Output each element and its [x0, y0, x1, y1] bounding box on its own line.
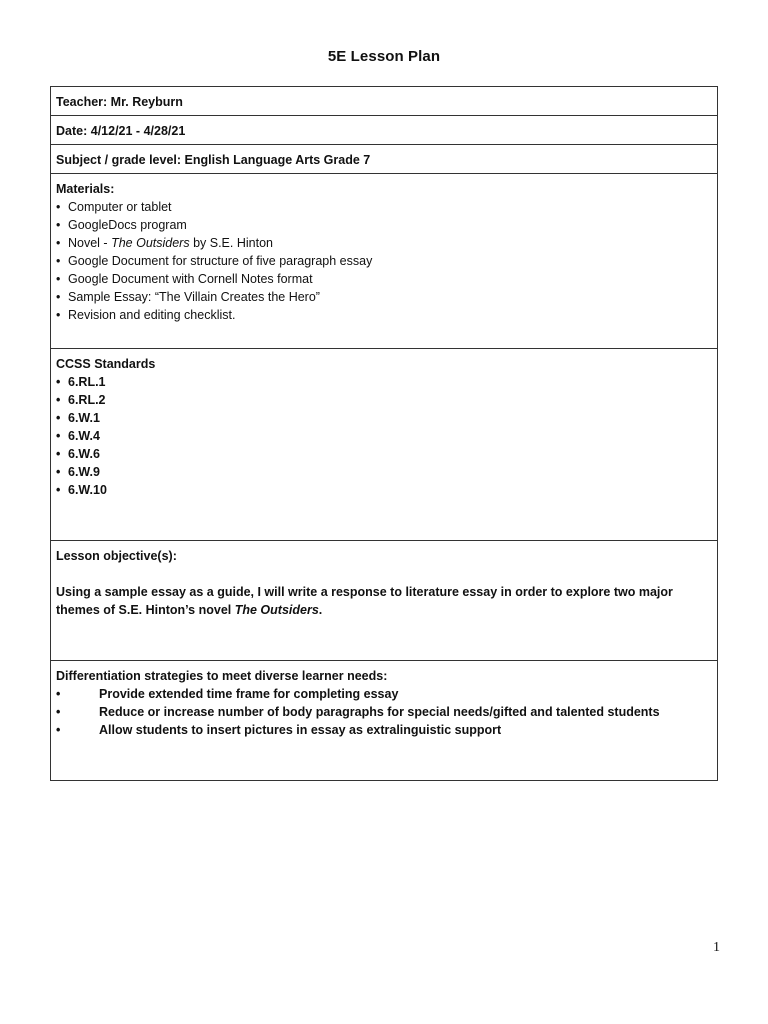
date-label: Date:: [56, 124, 88, 138]
subject-cell: [51, 145, 718, 174]
list-item-text: Computer or tablet: [68, 200, 172, 214]
list-item: [56, 288, 712, 306]
lesson-plan-table: [50, 86, 718, 781]
list-item: [56, 216, 712, 234]
standards-cell: [51, 349, 718, 541]
subject-value: English Language Arts Grade 7: [184, 153, 371, 167]
objective-end: .: [318, 603, 323, 617]
list-item-text: GoogleDocs program: [68, 218, 187, 232]
objective-cell: [51, 541, 718, 661]
document-title: 5E Lesson Plan: [327, 48, 441, 65]
objective-sentence: Using a sample essay as a guide, I will write a response to literature essay in order to explore two major themes of S.E. Hinton’s novel: [56, 585, 673, 617]
list-item-text: Sample Essay: “The Villain Creates the Hero”: [68, 290, 320, 304]
list-item: • 6.RL.1: [56, 373, 712, 391]
date-row: [51, 116, 718, 145]
date-cell: [51, 116, 718, 145]
list-item: [56, 252, 712, 270]
list-item-text: Google Document for structure of five paragraph essay: [68, 254, 373, 268]
materials-row: [51, 174, 718, 349]
date-value: 4/12/21 - 4/28/21: [90, 124, 186, 138]
objective-heading: Lesson objective(s):: [56, 549, 177, 563]
list-item: • 6.RL.2: [56, 391, 712, 409]
list-item: • Allow students to insert pictures in essay as extralinguistic support: [56, 721, 712, 739]
teacher-row: [51, 87, 718, 116]
objective-row: [51, 541, 718, 661]
differentiation-heading: Differentiation strategies to meet diverse learner needs:: [56, 669, 388, 683]
teacher-label: Teacher:: [56, 95, 108, 109]
differentiation-list: [56, 685, 712, 739]
novel-title: The Outsiders: [111, 236, 190, 250]
list-item: [56, 270, 712, 288]
differentiation-cell: [51, 661, 718, 781]
list-item-text: Novel -: [68, 236, 112, 250]
list-item: • Reduce or increase number of body paragraphs for special needs/gifted and talented students: [56, 703, 712, 721]
list-item-text: Google Document with Cornell Notes format: [68, 272, 313, 286]
subject-label: Subject / grade level:: [56, 153, 182, 167]
subject-row: [51, 145, 718, 174]
list-item: • Provide extended time frame for completing essay: [56, 685, 712, 703]
list-item: • 6.W.6: [56, 445, 712, 463]
standards-list: [56, 373, 712, 499]
materials-cell: [51, 174, 718, 349]
list-item-text: Revision and editing checklist.: [68, 308, 236, 322]
standards-heading: CCSS Standards: [56, 357, 156, 371]
list-item: • 6.W.4: [56, 427, 712, 445]
materials-list: [56, 198, 712, 324]
materials-heading: Materials:: [56, 182, 115, 196]
objective-text: [56, 583, 712, 619]
differentiation-row: [51, 661, 718, 781]
standards-row: [51, 349, 718, 541]
list-item: • 6.W.9: [56, 463, 712, 481]
list-item: • 6.W.10: [56, 481, 712, 499]
teacher-name: Mr. Reyburn: [110, 95, 183, 109]
list-item-text: by S.E. Hinton: [189, 236, 273, 250]
novel-title: The Outsiders: [234, 603, 319, 617]
teacher-cell: [51, 87, 718, 116]
list-item: [56, 234, 712, 252]
list-item: [56, 306, 712, 324]
page-number: 1: [713, 940, 720, 955]
list-item: • 6.W.1: [56, 409, 712, 427]
list-item: [56, 198, 712, 216]
